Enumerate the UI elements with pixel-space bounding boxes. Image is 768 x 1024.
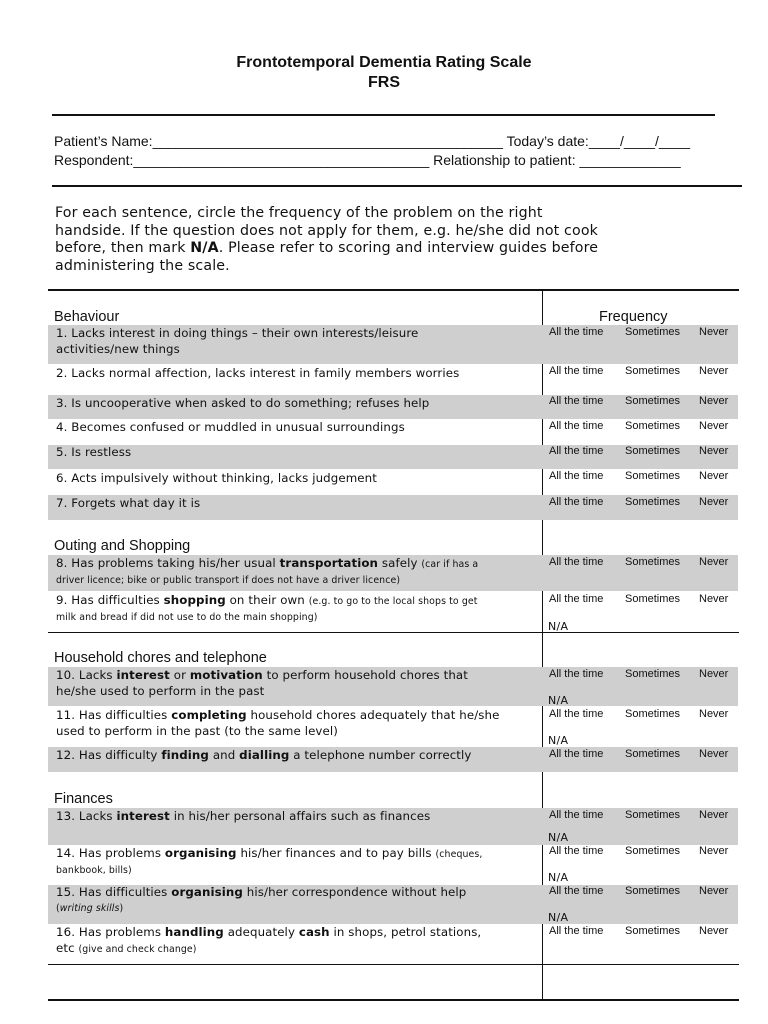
- question-10: 10. Lacks interest or motivation to perform household chores that he/she used to perform in the past: [56, 668, 468, 698]
- na-option-11[interactable]: N/A: [548, 734, 569, 747]
- option-never-q10[interactable]: Never: [699, 668, 729, 680]
- option-all-the-time-q14[interactable]: All the time: [549, 845, 604, 857]
- option-sometimes-q10[interactable]: Sometimes: [625, 668, 681, 680]
- instructions: [55, 205, 745, 275]
- question-2: 2. Lacks normal affection, lacks interest in family members worries: [56, 366, 460, 380]
- question-11: 11. Has difficulties completing household chores adequately that he/she used to perform in the past (to the same level): [56, 708, 500, 738]
- fields-divider: [52, 185, 742, 187]
- section-outing-shopping: Outing and Shopping: [54, 538, 191, 554]
- option-all-the-time-q10[interactable]: All the time: [549, 668, 604, 680]
- option-all-the-time-q8[interactable]: All the time: [549, 556, 604, 568]
- option-sometimes-q11[interactable]: Sometimes: [625, 708, 681, 720]
- page-subtitle: FRS: [368, 74, 400, 91]
- table-row-divider: [48, 964, 739, 965]
- page-title: Frontotemporal Dementia Rating Scale: [236, 54, 532, 71]
- option-all-the-time-q5[interactable]: All the time: [549, 445, 604, 457]
- option-never-q16[interactable]: Never: [699, 925, 729, 937]
- question-13: 13. Lacks interest in his/her personal affairs such as finances: [56, 809, 431, 823]
- question-4: 4. Becomes confused or muddled in unusual surroundings: [56, 420, 405, 434]
- option-never-q14[interactable]: Never: [699, 845, 729, 857]
- option-never-q9[interactable]: Never: [699, 593, 729, 605]
- question-8: 8. Has problems taking his/her usual transportation safely (car if has a driver licence; bike or public transport if does not have a driver licence): [56, 556, 479, 586]
- option-sometimes-q9[interactable]: Sometimes: [625, 593, 681, 605]
- option-never-q11[interactable]: Never: [699, 708, 729, 720]
- option-all-the-time-q4[interactable]: All the time: [549, 420, 604, 432]
- question-16: 16. Has problems handling adequately cash in shops, petrol stations, etc (give and check change): [56, 925, 482, 955]
- option-sometimes-q14[interactable]: Sometimes: [625, 845, 681, 857]
- respondent-field[interactable]: Respondent:______________________________________ Relationship to patient: _____________: [54, 152, 681, 168]
- instructions-line: handside. If the question does not apply for them, e.g. he/she did not cook: [55, 222, 599, 239]
- patient-name-field[interactable]: Patient’s Name:_____________________________________________ Today’s date:____/____/____: [54, 133, 691, 149]
- option-all-the-time-q15[interactable]: All the time: [549, 885, 604, 897]
- option-sometimes-q12[interactable]: Sometimes: [625, 748, 681, 760]
- option-sometimes-q6[interactable]: Sometimes: [625, 470, 681, 482]
- question-14: 14. Has problems organising his/her finances and to pay bills (cheques, bankbook, bills): [56, 846, 483, 876]
- option-never-q2[interactable]: Never: [699, 365, 729, 377]
- option-all-the-time-q9[interactable]: All the time: [549, 593, 604, 605]
- title-divider: [52, 114, 715, 116]
- option-never-q4[interactable]: Never: [699, 420, 729, 432]
- na-option-15[interactable]: N/A: [548, 911, 569, 924]
- option-all-the-time-q13[interactable]: All the time: [549, 809, 604, 821]
- option-never-q15[interactable]: Never: [699, 885, 729, 897]
- question-5: 5. Is restless: [56, 445, 132, 459]
- option-never-q12[interactable]: Never: [699, 748, 729, 760]
- option-all-the-time-q11[interactable]: All the time: [549, 708, 604, 720]
- question-9: 9. Has difficulties shopping on their own (e.g. to go to the local shops to get milk and bread if did not use to do the main shopping): [56, 593, 478, 623]
- na-option-10[interactable]: N/A: [548, 694, 569, 707]
- section-household: Household chores and telephone: [54, 650, 267, 666]
- option-all-the-time-q12[interactable]: All the time: [549, 748, 604, 760]
- option-all-the-time-q1[interactable]: All the time: [549, 326, 604, 338]
- option-never-q5[interactable]: Never: [699, 445, 729, 457]
- option-all-the-time-q2[interactable]: All the time: [549, 365, 604, 377]
- section-behaviour: Behaviour: [54, 309, 120, 325]
- instructions-line: before, then mark N/A. Please refer to scoring and interview guides before: [55, 240, 599, 256]
- question-7: 7. Forgets what day it is: [56, 496, 201, 510]
- option-sometimes-q1[interactable]: Sometimes: [625, 326, 681, 338]
- option-sometimes-q16[interactable]: Sometimes: [625, 925, 681, 937]
- option-sometimes-q2[interactable]: Sometimes: [625, 365, 681, 377]
- question-15: 15. Has difficulties organising his/her correspondence without help (writing skills): [56, 885, 467, 914]
- na-option-13[interactable]: N/A: [548, 831, 569, 844]
- instructions-line: For each sentence, circle the frequency of the problem on the right: [55, 205, 543, 221]
- section-finances: Finances: [54, 791, 113, 807]
- option-never-q1[interactable]: Never: [699, 326, 729, 338]
- instructions-line: administering the scale.: [55, 257, 230, 274]
- option-never-q3[interactable]: Never: [699, 395, 729, 407]
- section-divider: [48, 632, 739, 633]
- na-option-14[interactable]: N/A: [548, 871, 569, 884]
- option-sometimes-q5[interactable]: Sometimes: [625, 445, 681, 457]
- option-all-the-time-q3[interactable]: All the time: [549, 395, 604, 407]
- option-sometimes-q13[interactable]: Sometimes: [625, 809, 681, 821]
- question-1: 1. Lacks interest in doing things – their own interests/leisure activities/new things: [56, 326, 419, 356]
- option-sometimes-q3[interactable]: Sometimes: [625, 395, 681, 407]
- option-all-the-time-q16[interactable]: All the time: [549, 925, 604, 937]
- option-sometimes-q15[interactable]: Sometimes: [625, 885, 681, 897]
- question-12: 12. Has difficulty finding and dialling a telephone number correctly: [56, 748, 472, 762]
- na-emphasis: N/A: [190, 240, 219, 256]
- option-sometimes-q4[interactable]: Sometimes: [625, 420, 681, 432]
- question-6: 6. Acts impulsively without thinking, lacks judgement: [56, 471, 377, 485]
- table-top-border: [48, 289, 739, 291]
- option-never-q13[interactable]: Never: [699, 809, 729, 821]
- option-sometimes-q7[interactable]: Sometimes: [625, 496, 681, 508]
- option-never-q7[interactable]: Never: [699, 496, 729, 508]
- na-option-9[interactable]: N/A: [548, 620, 569, 633]
- option-all-the-time-q6[interactable]: All the time: [549, 470, 604, 482]
- table-bottom-border: [48, 999, 739, 1001]
- option-all-the-time-q7[interactable]: All the time: [549, 496, 604, 508]
- option-never-q8[interactable]: Never: [699, 556, 729, 568]
- option-sometimes-q8[interactable]: Sometimes: [625, 556, 681, 568]
- frequency-header: Frequency: [599, 309, 668, 325]
- option-never-q6[interactable]: Never: [699, 470, 729, 482]
- question-3: 3. Is uncooperative when asked to do something; refuses help: [56, 396, 430, 410]
